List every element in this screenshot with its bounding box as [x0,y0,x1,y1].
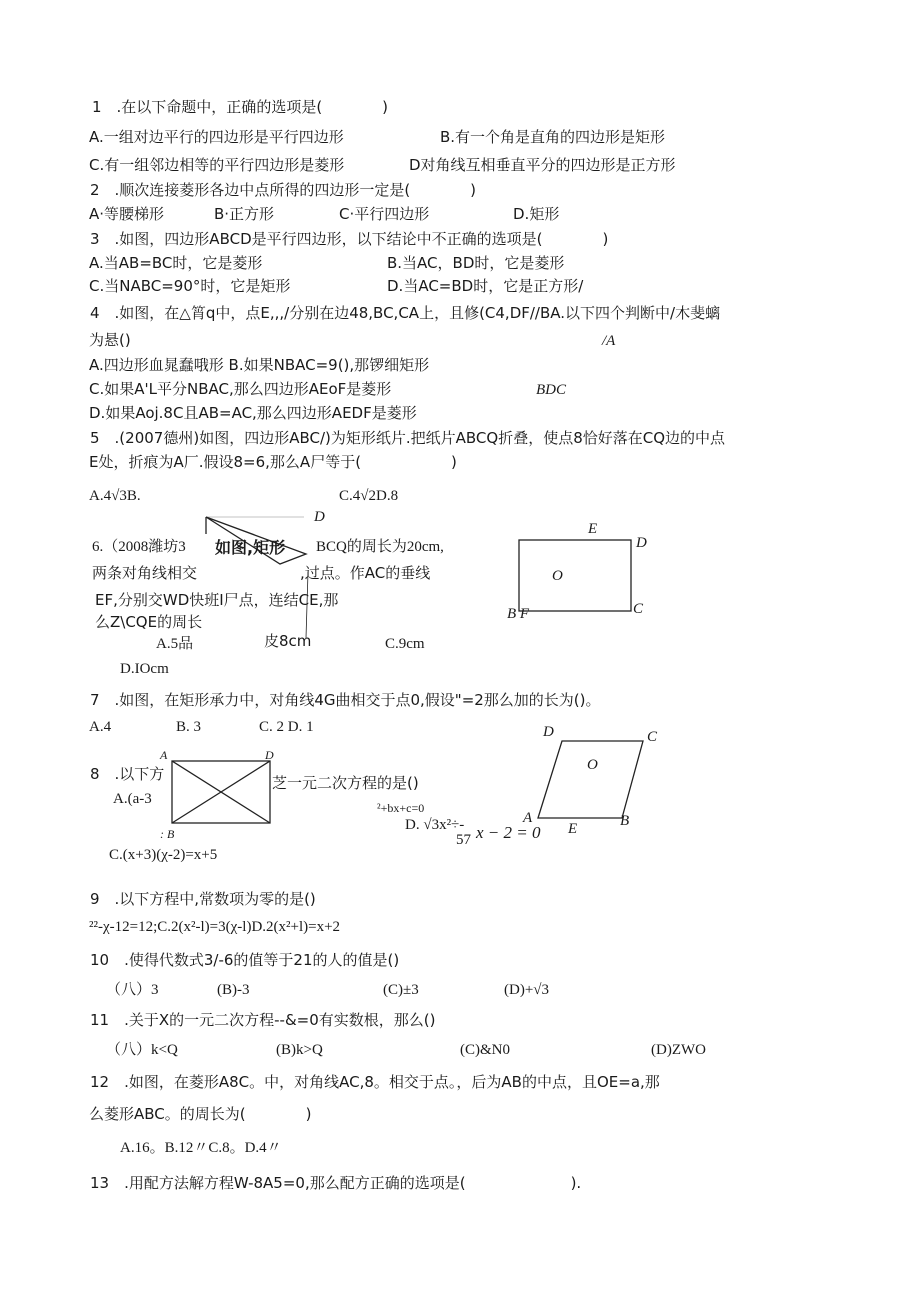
q6-fig-label-e: E [588,521,598,537]
q6-option-c: C.9cm [385,636,425,652]
q6-stem-c: BCQ的周长为20cm, [316,539,444,555]
q12-stem: 12 .如图，在菱形A8C。中，对角线AC,8。相交于点。，后为AB的中点，且OE=a,那 [90,1073,660,1091]
q6-stem-a: 6.（2008潍坊3 [92,539,186,555]
q7-fig-label-a: A [160,748,168,762]
q5-stem-continued: E处，折痕为A厂.假设8=6,那么A尸等于( ) [89,453,457,471]
q8-stem-a: 8 .以下方 [90,765,165,783]
q6-rectangle-figure [518,537,638,617]
q6-stem-b: 如图,矩形 [215,538,286,557]
q7-para-label-d: D [543,724,554,740]
q3-stem: 3 .如图，四边形ABCD是平行四边形，以下结论中不正确的选项是( ) [90,230,609,248]
q1-option-c: C.有一组邻边相等的平行四边形是菱形 [89,156,345,174]
rectangle-abcd [519,540,631,611]
q3-option-c: C.当NABC=90°时，它是矩形 [89,277,291,295]
q2-option-c: C·平行四边形 [339,205,430,223]
q7-para-label-e: E [568,821,578,837]
q7-option-b: B. 3 [176,719,202,735]
q4-stem: 4 .如图，在△筲q中，点E,,,/分别在边48,BC,CA上，且修(C4,DF//BA.以下四个判断中/木斐螭 [90,304,721,322]
q7-para-label-b: B [620,813,630,829]
q10-option-b: (B)-3 [217,982,250,998]
q7-fig-label-d: D [265,748,274,762]
q11-stem: 11 .关于X的一元二次方程--&=0有实数根，那么() [90,1011,436,1029]
q7-stem: 7 .如图，在矩形承力中，对角线4G曲相交于点0,假设"=2那么加的长为()。 [90,691,601,709]
q6-option-a: A.5品 [156,636,194,652]
q8-option-a: A.(a-3 [113,791,152,807]
parallelogram-abcd [538,741,643,818]
q7-para-label-c: C [647,729,658,745]
q6-fig-label-bf: B F [507,606,530,622]
q6-line4: 么Z\CQE的周长 [95,613,203,631]
q6-option-d: D.IOcm [120,661,169,677]
q6-line2-b: ,过点。作AC的垂线 [300,564,431,582]
q4-option-c: C.如果A'L平分NBAC,那么四边形AEoF是菱形 [89,380,392,398]
q2-option-b: B·正方形 [214,205,275,223]
q8-option-d: D. √3x²÷- [405,817,465,833]
q1-stem: 1 .在以下命题中，正确的选项是( ) [92,98,389,116]
q10-option-c: (C)±3 [383,982,419,998]
q10-stem: 10 .使得代数式3/-6的值等于21的人的值是() [90,951,400,969]
q8-option-c: C.(x+3)(χ-2)=x+5 [109,847,218,863]
q8-fragment-57: 57 [456,832,471,848]
q5-option-a-b: A.4√3B. [89,488,141,504]
q1-option-b: B.有一个角是直角的四边形是矩形 [440,128,666,146]
q11-option-c: (C)&N0 [460,1042,510,1058]
q8-fragment: ²+bx+c=0 [377,801,425,815]
q6-fig-label-o: O [552,568,563,584]
q6-line2-a: 两条对角线相交 [92,564,198,582]
q6-line3: EF,分别交WD快班I尸点，连结CE,那 [95,591,339,609]
q12-stem-continued: 么菱形ABC。的周长为( ) [89,1105,312,1123]
q1-option-a: A.一组对边平行的四边形是平行四边形 [89,128,344,146]
q7-option-a: A.4 [89,719,112,735]
q11-option-b: (B)k>Q [276,1042,323,1058]
q8-stem-b: 芝一元二次方程的是() [272,774,419,792]
q6-option-b: 皮8cm [264,632,312,650]
q5-figure-label-d: D [314,509,325,525]
q13-stem: 13 .用配方法解方程W-8A5=0,那么配方正确的选项是( ). [90,1174,582,1192]
q5-option-c-d: C.4√2D.8 [339,488,399,504]
q3-option-a: A.当AB=BC时，它是菱形 [89,254,263,272]
q3-option-b: B.当AC，BD时，它是菱形 [387,254,565,272]
q4-figure-labels: BDC [536,382,566,398]
q7-para-label-o: O [587,757,598,773]
q2-option-d: D.矩形 [513,205,560,223]
q2-stem: 2 .顺次连接菱形各边中点所得的四边形一定是( ) [90,181,477,199]
q11-option-a: （八）k<Q [106,1042,178,1058]
q5-stem: 5 .(2007德州)如图，四边形ABC/)为矩形纸片.把纸片ABCQ折叠，使点8恰好落在CQ边的中点 [90,429,726,447]
q12-options: A.16。B.12〃C.8。D.4〃 [120,1140,282,1156]
q7-parallelogram-figure [530,735,650,825]
q6-fig-label-d: D [636,535,647,551]
q6-fig-label-c: C [633,601,644,617]
q7-fig-label-b: : B [160,827,175,841]
q7-option-c-d: C. 2 D. 1 [259,719,314,735]
q8-equation: x − 2 = 0 [476,823,541,842]
q10-option-d: (D)+√3 [504,982,550,998]
q7-rectangle-figure [168,758,278,828]
q9-stem: 9 .以下方程中,常数项为零的是() [90,890,316,908]
q4-figure-mark: /A [602,333,616,349]
q4-stem-continued: 为悬() [89,331,131,349]
q10-option-a: （八）3 [106,982,159,998]
q2-option-a: A·等腰梯形 [89,205,165,223]
q4-option-a-b: A.四边形血晁蠢哦形 B.如果NBAC=9(),那锣细矩形 [89,356,430,374]
q11-option-d: (D)ZWO [651,1042,706,1058]
q3-option-d: D.当AC=BD时，它是正方形/ [387,277,584,295]
q9-options: ²²-χ-12=12;C.2(x²-l)=3(χ-l)D.2(x²+l)=x+2 [89,919,341,935]
q1-option-d: D对角线互相垂直平分的四边形是正方形 [409,156,676,174]
q7-para-label-a: A [523,810,533,826]
q4-option-d: D.如果Aoj.8C且AB=AC,那么四边形AEDF是菱形 [89,404,417,422]
